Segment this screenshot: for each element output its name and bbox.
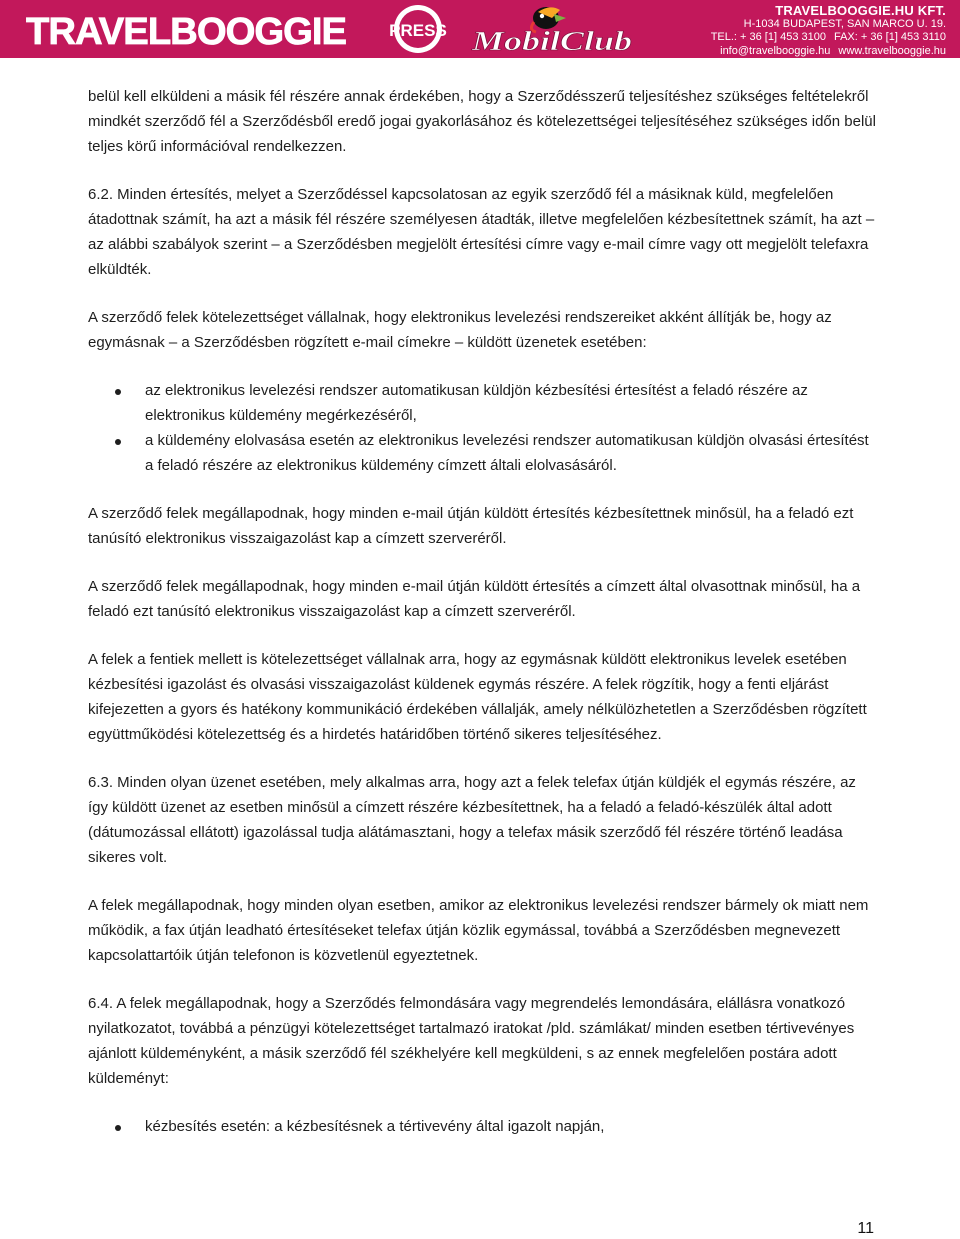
bullet-icon (115, 1125, 121, 1131)
bullet-icon (115, 389, 121, 395)
paragraph-fax-fallback: A felek megállapodnak, hogy minden olyan esetben, amikor az elektronikus levelezési rendszer bármely ok miatt nem működik, a fax útján leadható értesítéseket telefax útján közlik egymással, továbbá a Szerződésben megnevezett kapcsolattartóik útján telefonon is közvetlenül egyeztetnek. (88, 897, 869, 964)
mobilclub-logo (468, 2, 638, 56)
company-name: TRAVELBOOGGIE.HU KFT. (775, 3, 946, 18)
travelbooggie-logo-text: TRAVELBOOGGIE (26, 11, 346, 53)
paragraph-delivery-confirmation: A szerződő felek megállapodnak, hogy minden e-mail útján küldött értesítés kézbesítettnek minősül, ha a feladó ezt tanúsító elektronikus visszaigazolást kap a címzett szerveréről. (88, 505, 854, 547)
bullet-icon (115, 439, 121, 445)
list-item (88, 378, 878, 428)
company-website[interactable]: www.travelbooggie.hu (838, 44, 946, 57)
document-body (88, 84, 878, 1162)
paragraph-6-2: 6.2. Minden értesítés, melyet a Szerződéssel kapcsolatosan az egyik szerződő fél a másiknak küld, megfelelően átadottnak számít, ha azt a másik fél részére személyesen átadták, illetve megfelelően kézbesítettnek számít, ha azt – az alábbi szabályok szerint – a Szerződésben megjelölt értesítési címre vagy e-mail címre vagy ott megjelölt telefaxra elküldték. (88, 186, 875, 278)
paragraph-email-settings: A szerződő felek kötelezettséget vállalnak, hogy elektronikus levelezési rendszereiket akként állítják be, hogy az egymásnak – a Szerződésben rögzített e-mail címekre – küldött üzenetek esetében: (88, 309, 832, 351)
list-item (88, 1114, 878, 1139)
list-item (88, 428, 878, 478)
paragraph-6-4: 6.4. A felek megállapodnak, hogy a Szerződés felmondására vagy megrendelés lemondására, elállásra vonatkozó nyilatkozatot, továbbá a pénzügyi kötelezettséget tartalmazó iratokat /pld. számlákat/ minden esetben tértivevényes ajánlott küldeményként, a másik szerződő fél székhelyére kell megküldeni, s az ennek megfelelően postára adott küldeményt: (88, 995, 855, 1087)
paragraph-read-confirmation: A szerződő felek megállapodnak, hogy minden e-mail útján küldött értesítés a címzett által olvasottnak minősül, ha a feladó ezt tanúsító elektronikus visszaigazolást kap a címzett szerveréről. (88, 578, 861, 620)
company-contact-block (656, 4, 946, 58)
company-email[interactable]: info@travelbooggie.hu (720, 44, 831, 57)
list-item-text: kézbesítés esetén: a kézbesítésnek a tértivevény által igazolt napján, (145, 1118, 605, 1135)
company-phone: TEL.: + 36 [1] 453 3100 (710, 31, 826, 43)
page-number: 11 (857, 1220, 874, 1237)
company-phone-fax (656, 31, 946, 45)
paragraph-intro-continuation: belül kell elküldeni a másik fél részére annak érdekében, hogy a Szerződésszerű teljesítéshez szükséges feltételekről mindkét szerződő fél a Szerződésből eredő jogai gyakorlásához és kötelezettségei teljesítéséhez szükséges időn belül teljes körű információval rendelkezzen. (88, 88, 876, 155)
letterhead-band (0, 0, 960, 58)
company-fax: FAX: + 36 [1] 453 3110 (833, 31, 946, 43)
list-item-text: a küldemény elolvasása esetén az elektronikus levelezési rendszer automatikusan küldjön olvasási értesítést a feladó részére az elektronikus küldemény címzett általi elolvasásáról. (145, 432, 869, 474)
list-email-notifications (88, 378, 878, 478)
travelbooggie-logo (22, 2, 352, 56)
company-address: H-1034 BUDAPEST, SAN MARCO U. 19. (743, 17, 946, 30)
paragraph-mutual-obligation: A felek a fentiek mellett is kötelezettséget vállalnak arra, hogy az egymásnak küldött elektronikus levelek esetében kézbesítési igazolást és olvasási visszaigazolást küldenek egymás részére. A felek rögzítik, hogy a fenti eljárást kifejezetten a gyors és hatékony kommunikáció érdekében vállalják, amely nélkülözhetetlen a Szerződésben rögzített együttműködési kötelezettség és a hirdetés határidőben történő sikeres teljesítéséhez. (88, 651, 867, 743)
mobilclub-logo-text: MobilClub (470, 26, 632, 56)
list-postal-delivery (88, 1114, 878, 1139)
list-item-text: az elektronikus levelezési rendszer automatikusan küldjön kézbesítési értesítést a feladó részére az elektronikus küldemény megérkezéséről, (145, 382, 808, 424)
press-badge-text: PRESS (389, 21, 447, 40)
paragraph-6-3: 6.3. Minden olyan üzenet esetében, mely alkalmas arra, hogy azt a felek telefax útján küldjék el egymás részére, az így küldött üzenet az esetben minősül a címzett részére kézbesítettnek, ha a feladó a feladó-készülék által adott (dátumozással ellátott) igazolással tudja alátámasztani, hogy a telefax másik szerződő fél részére történő leadása sikeres volt. (88, 774, 856, 866)
company-email-web (656, 45, 946, 59)
press-badge-logo (378, 2, 458, 56)
